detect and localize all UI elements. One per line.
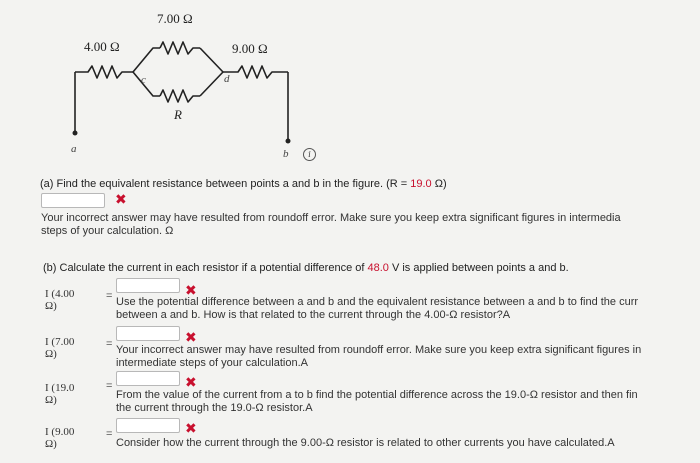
- node-b-dot: [286, 139, 291, 144]
- resistor-4-ohm: [75, 66, 133, 78]
- resistor-9-ohm: [223, 66, 288, 78]
- info-icon[interactable]: i: [303, 148, 316, 161]
- branch-upper-left: [133, 48, 160, 72]
- current-label-19-ohm: I (19.0 Ω): [45, 382, 75, 406]
- feedback-7-ohm: Your incorrect answer may have resulted from roundoff error. Make sure you keep extra significant figures in intermediate steps of your calculation.A: [116, 344, 642, 369]
- equals-sign: =: [106, 428, 113, 440]
- current-label-4-ohm: I (4.00 Ω): [45, 288, 75, 312]
- node-c-label: c: [141, 74, 146, 86]
- feedback-a: Your incorrect answer may have resulted from roundoff error. Make sure you keep extra significant figures in intermedia steps of your calculation. Ω: [41, 212, 621, 237]
- r2-label: 7.00 Ω: [157, 11, 193, 26]
- question-a: (a) Find the equivalent resistance between points a and b in the figure. (R = 19.0 Ω): [40, 178, 447, 190]
- branch-lower-right: [200, 72, 223, 96]
- node-d-label: d: [224, 73, 230, 85]
- answer-input-a[interactable]: [41, 193, 105, 208]
- feedback-9-ohm: Consider how the current through the 9.00-Ω resistor is related to other currents you have calculated.A: [116, 437, 615, 449]
- answer-input-current-9-ohm[interactable]: [116, 418, 180, 433]
- current-label-7-ohm: I (7.00 Ω): [45, 336, 75, 360]
- current-label-9-ohm: I (9.00 Ω): [45, 426, 75, 450]
- equals-sign: =: [106, 290, 113, 302]
- equals-sign: =: [106, 380, 113, 392]
- node-a-dot: [73, 131, 78, 136]
- feedback-4-ohm: Use the potential difference between a and b and the equivalent resistance between a and b to find the curr between a and b. How is that related to the current through the 4.00-Ω resistor?A: [116, 296, 639, 321]
- equals-sign: =: [106, 338, 113, 350]
- node-b-label: b: [283, 148, 289, 160]
- r-label: R: [174, 107, 182, 122]
- resistor-7-ohm: [160, 42, 200, 54]
- node-a-label: a: [71, 143, 77, 155]
- incorrect-icon-4-ohm: ✖: [185, 283, 197, 299]
- incorrect-icon-7-ohm: ✖: [185, 330, 197, 346]
- question-b: (b) Calculate the current in each resistor if a potential difference of 48.0 V is applied between points a and b.: [43, 262, 569, 274]
- answer-input-current-19-ohm[interactable]: [116, 371, 180, 386]
- branch-upper-right: [200, 48, 223, 72]
- r1-label: 4.00 Ω: [84, 39, 120, 54]
- resistor-r: [160, 90, 200, 102]
- incorrect-icon-19-ohm: ✖: [185, 375, 197, 391]
- circuit-diagram: [0, 0, 700, 175]
- branch-lower-left: [133, 72, 160, 96]
- feedback-19-ohm: From the value of the current from a to b find the potential difference across the 19.0-Ω resistor and then fin the current through the 19.0-Ω resistor.A: [116, 389, 638, 414]
- answer-input-current-4-ohm[interactable]: [116, 278, 180, 293]
- answer-input-current-7-ohm[interactable]: [116, 326, 180, 341]
- incorrect-icon-9-ohm: ✖: [185, 421, 197, 437]
- r3-label: 9.00 Ω: [232, 41, 268, 56]
- incorrect-icon-a: ✖: [115, 192, 127, 208]
